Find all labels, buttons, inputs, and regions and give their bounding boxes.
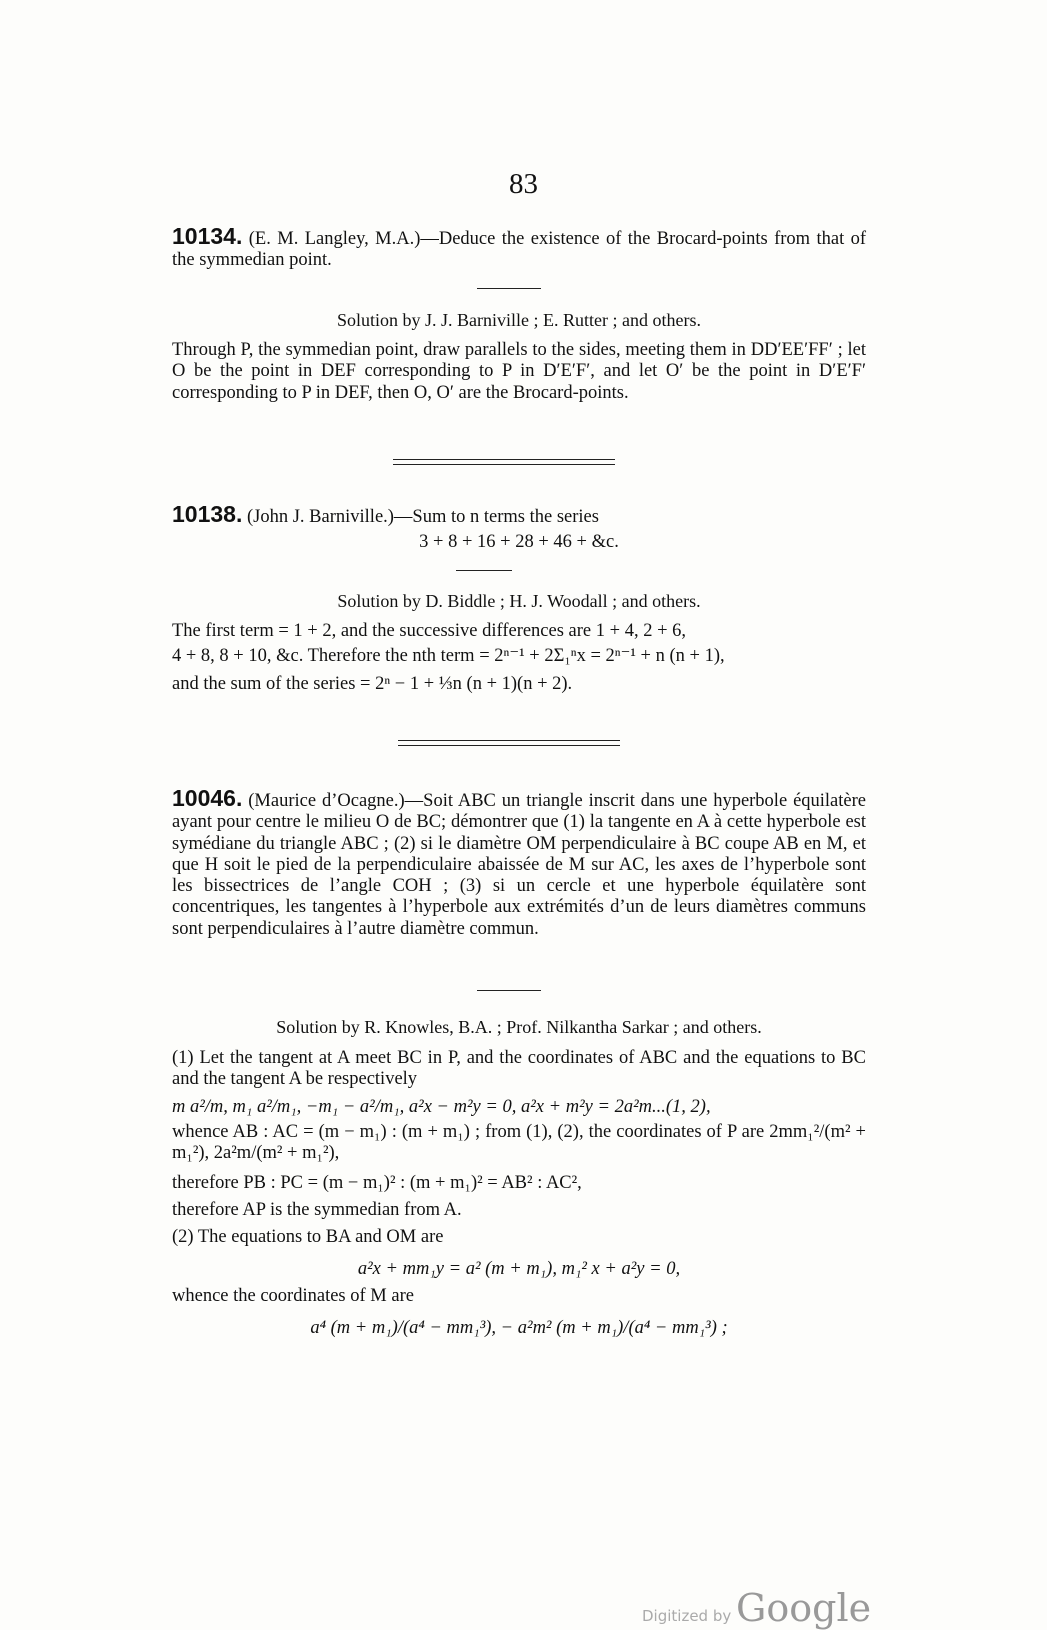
question-10046 [172,785,866,940]
section-divider [393,459,615,465]
short-rule [477,990,541,991]
solution-body: (1) Let the tangent at A meet BC in P, and the coordinates of ABC and the equations to BC and the tangent A be respectively [172,1048,866,1090]
solution-line: The first term = 1 + 2, and the successive differences are 1 + 4, 2 + 6, [172,621,687,641]
solution-body: Through P, the symmedian point, draw parallels to the sides, meeting them in DD′EE′FF′ ; let O be the point in DEF corresponding to P in D′E′F′, and let O′ be the point in D′E′F′ corresponding to P in DEF, then O, O′ are the Brocard-points. [172,340,866,403]
solution-body: (2) The equations to BA and OM are [172,1227,444,1247]
equation-line: a⁴ (m + m₁)/(a⁴ − mm₁³), − a²m² (m + m₁)/(a⁴ − mm₁³) ; [310,1318,728,1338]
solution-credit: Solution by R. Knowles, B.A. ; Prof. Nilkantha Sarkar ; and others. [276,1017,762,1037]
google-logo: Google [736,1586,872,1630]
question-number: 10134. [172,223,243,249]
solution-line: and the sum of the series = 2ⁿ − 1 + ⅓n (n + 1)(n + 2). [172,673,573,694]
question-text: (E. M. Langley, M.A.)—Deduce the existence of the Brocard-points from that of the symmedian point. [172,229,867,271]
solution-line: 4 + 8, 8 + 10, &c. Therefore the nth term = 2ⁿ⁻¹ + 2Σ₁ⁿx = 2ⁿ⁻¹ + n (n + 1), [172,646,725,667]
question-text: (John J. Barniville.)—Sum to n terms the series [246,507,599,527]
solution-body: whence the coordinates of M are [172,1286,414,1306]
short-rule [477,288,541,289]
short-rule [456,570,512,571]
equation-line: a²x + mm₁y = a² (m + m₁), m₁² x + a²y = 0, [357,1259,681,1279]
solution-body: therefore AP is the symmedian from A. [172,1200,462,1220]
question-10134 [172,223,867,272]
question-text: (Maurice d’Ocagne.)—Soit ABC un triangle inscrit dans une hyperbole équilatère ayant pour centre le milieu O de BC; démontrer que (1) la tangente en A à cette hyperbole est symédiane du triangle ABC ; (2) si le diamètre OM perpendiculaire à BC coupe AB en M, et que H soit le pied de la perpendiculaire abaissée de M sur AC, les axes de l’hyperbole sont les bissectrices de l’angle COH ; (3) si un cercle et une hyperbole équilatère sont concentriques, les tangentes à l’hyperbole aux extrémités d’un de leurs diamètres communs sont perpendiculaires à l’autre diamètre commun. [172,791,866,939]
solution-credit: Solution by J. J. Barniville ; E. Rutter ; and others. [337,310,701,330]
solution-body [172,621,866,695]
question-number: 10138. [172,501,243,527]
question-10138 [172,501,866,528]
digitized-label: Digitized by [642,1607,732,1625]
solution-credit: Solution by D. Biddle ; H. J. Woodall ; and others. [337,591,701,611]
google-watermark [642,1586,871,1630]
page-number: 83 [509,168,538,200]
question-number: 10046. [172,785,243,811]
equation-line: m a²/m, m₁ a²/m₁, −m₁ − a²/m₁, a²x − m²y = 0, a²x + m²y = 2a²m...(1, 2), [172,1097,711,1117]
series: 3 + 8 + 16 + 28 + 46 + &c. [419,532,619,552]
section-divider [398,740,620,746]
solution-body: therefore PB : PC = (m − m₁)² : (m + m₁)² = AB² : AC², [172,1173,582,1193]
solution-body: whence AB : AC = (m − m₁) : (m + m₁) ; from (1), (2), the coordinates of P are 2mm₁²/(m² + m₁²), 2a²m/(m² + m₁²), [172,1122,866,1164]
